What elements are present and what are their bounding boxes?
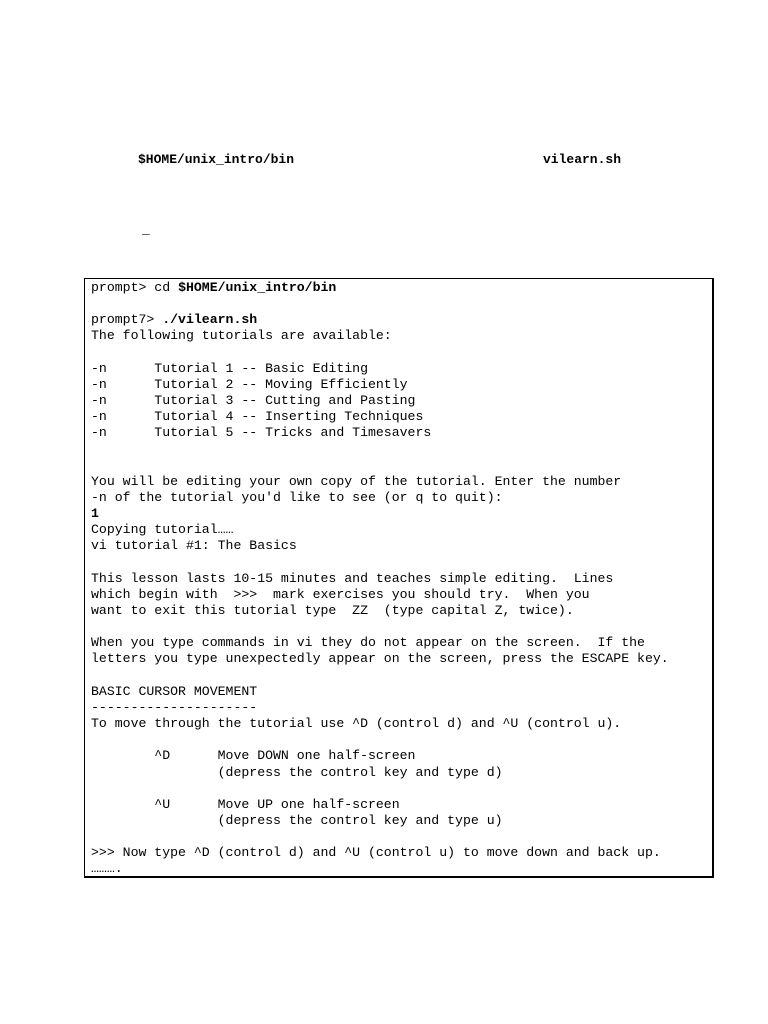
terminal-text: This lesson lasts 10-15 minutes and teaches simple editing. Lines [91,570,614,586]
terminal-text: -n Tutorial 3 -- Cutting and Pasting [91,393,416,409]
terminal-line [91,813,503,829]
terminal-line [91,312,257,328]
terminal-text: -n of the tutorial you'd like to see (or q to quit): [91,489,503,505]
terminal-text: -n Tutorial 5 -- Tricks and Timesavers [91,425,432,441]
terminal-text: letters you type unexpectedly appear on the screen, press the ESCAPE key. [91,651,669,667]
terminal-line [91,280,336,296]
terminal-line [91,506,99,522]
terminal-line [91,684,257,700]
terminal-line [91,845,661,861]
terminal-line [91,425,431,441]
terminal-text: prompt7> [91,312,163,328]
terminal-text: which begin with >>> mark exercises you should try. When you [91,586,590,602]
terminal-line [91,748,415,764]
terminal-line [91,490,503,506]
terminal-line [91,522,233,538]
terminal-line [91,361,368,377]
terminal-text: ^U Move UP one half-screen [91,796,400,812]
terminal-line [91,377,408,393]
terminal-line [91,797,400,813]
terminal-text: Copying tutorial…… [91,522,234,538]
terminal-text: -n Tutorial 2 -- Moving Efficiently [91,376,408,392]
terminal-text: (depress the control key and type u) [91,812,503,828]
terminal-bold-text: ./vilearn.sh [162,312,258,328]
terminal-line [91,538,297,554]
terminal-bold-text: $HOME/unix_intro/bin [178,280,337,295]
terminal-text: prompt> cd [91,280,179,295]
terminal-line [91,571,613,587]
terminal-text: To move through the tutorial use ^D (control d) and ^U (control u). [91,716,622,732]
terminal-text: want to exit this tutorial type ZZ (type capital Z, twice). [91,603,574,618]
terminal-line [91,409,423,425]
terminal-text: --------------------- [91,699,258,715]
terminal-line [91,587,590,603]
terminal-line [91,700,257,716]
terminal-text: vi tutorial #1: The Basics [91,538,297,554]
header-script-name: vilearn.sh [543,152,622,167]
terminal-text: -n Tutorial 4 -- Inserting Techniques [91,409,424,425]
terminal-text: BASIC CURSOR MOVEMENT [91,683,258,699]
terminal-box [84,278,714,878]
terminal-text: >>> Now type ^D (control d) and ^U (control u) to move down and back up. [91,845,661,861]
terminal-line [91,328,392,344]
terminal-text: -n Tutorial 1 -- Basic Editing [91,360,368,376]
terminal-line [91,635,645,651]
terminal-bold-text: 1 [91,506,99,522]
terminal-line [91,603,574,619]
header-path: $HOME/unix_intro/bin [138,152,295,167]
cursor-underscore: _ [142,222,150,237]
terminal-line [91,393,415,409]
terminal-text: The following tutorials are available: [91,328,392,344]
terminal-text: You will be editing your own copy of the tutorial. Enter the number [91,473,622,489]
terminal-line [91,861,123,877]
terminal-line [91,765,503,781]
terminal-text: ^D Move DOWN one half-screen [91,748,416,764]
terminal-line [91,474,621,490]
terminal-line [91,716,621,732]
terminal-text: (depress the control key and type d) [91,764,503,780]
terminal-text: ………. [91,861,123,877]
terminal-line [91,651,669,667]
terminal-text: When you type commands in vi they do not appear on the screen. If the [91,635,645,651]
